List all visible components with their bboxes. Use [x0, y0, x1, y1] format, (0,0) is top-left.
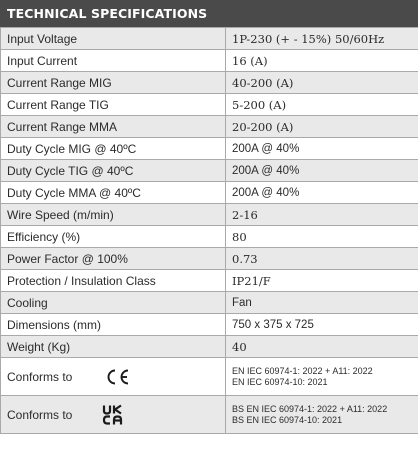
spec-label: Efficiency (%) [1, 226, 226, 248]
spec-row [1, 248, 418, 270]
spec-row [1, 160, 418, 182]
spec-value: 200A @ 40% [226, 182, 418, 204]
spec-value: IP21/F [226, 270, 418, 292]
conforms-row-ukca [1, 396, 418, 434]
spec-row [1, 226, 418, 248]
conforms-row-ce [1, 358, 418, 396]
conforms-standards [226, 396, 418, 434]
conforms-standards [226, 358, 418, 396]
spec-label: Weight (Kg) [1, 336, 226, 358]
spec-row [1, 72, 418, 94]
spec-row [1, 182, 418, 204]
spec-row [1, 270, 418, 292]
spec-label: Duty Cycle TIG @ 40ºC [1, 160, 226, 182]
standard-line: BS EN IEC 60974-1: 2022 + A11: 2022 [232, 403, 388, 414]
spec-value: 16 (A) [226, 50, 418, 72]
spec-value: 2-16 [226, 204, 418, 226]
spec-row [1, 336, 418, 358]
spec-label: Wire Speed (m/min) [1, 204, 226, 226]
spec-label: Input Voltage [1, 28, 226, 50]
spec-value: 20-200 (A) [226, 116, 418, 138]
spec-row [1, 116, 418, 138]
spec-label: Input Current [1, 50, 226, 72]
spec-label: Dimensions (mm) [1, 314, 226, 336]
spec-label: Cooling [1, 292, 226, 314]
spec-label: Protection / Insulation Class [1, 270, 226, 292]
spec-label: Current Range TIG [1, 94, 226, 116]
spec-value: 40-200 (A) [226, 72, 418, 94]
spec-row [1, 204, 418, 226]
spec-label: Current Range MMA [1, 116, 226, 138]
spec-value: 5-200 (A) [226, 94, 418, 116]
conforms-label: Conforms to [7, 369, 73, 384]
standard-line: BS EN IEC 60974-10: 2021 [232, 414, 343, 425]
spec-label: Duty Cycle MIG @ 40ºC [1, 138, 226, 160]
spec-row [1, 314, 418, 336]
spec-label: Power Factor @ 100% [1, 248, 226, 270]
spec-value: 40 [226, 336, 418, 358]
section-title: TECHNICAL SPECIFICATIONS [0, 0, 418, 27]
spec-row [1, 138, 418, 160]
spec-row [1, 28, 418, 50]
ce-mark-icon [102, 367, 132, 387]
spec-value: 80 [226, 226, 418, 248]
spec-value: 0.73 [226, 248, 418, 270]
spec-label: Current Range MIG [1, 72, 226, 94]
conforms-label: Conforms to [7, 407, 73, 422]
spec-value: 1P-230 (+ - 15%) 50/60Hz [226, 28, 418, 50]
standard-line: EN IEC 60974-1: 2022 + A11: 2022 [232, 365, 373, 376]
conforms-label-cell [1, 396, 226, 434]
spec-value: 200A @ 40% [226, 138, 418, 160]
spec-value: Fan [226, 292, 418, 314]
conforms-label-cell [1, 358, 226, 396]
spec-value: 200A @ 40% [226, 160, 418, 182]
spec-row [1, 292, 418, 314]
spec-row [1, 50, 418, 72]
spec-label: Duty Cycle MMA @ 40ºC [1, 182, 226, 204]
standard-line: EN IEC 60974-10: 2021 [232, 376, 328, 387]
spec-row [1, 94, 418, 116]
specs-table [0, 27, 418, 434]
ukca-mark-icon [102, 404, 124, 426]
spec-value: 750 x 375 x 725 [226, 314, 418, 336]
